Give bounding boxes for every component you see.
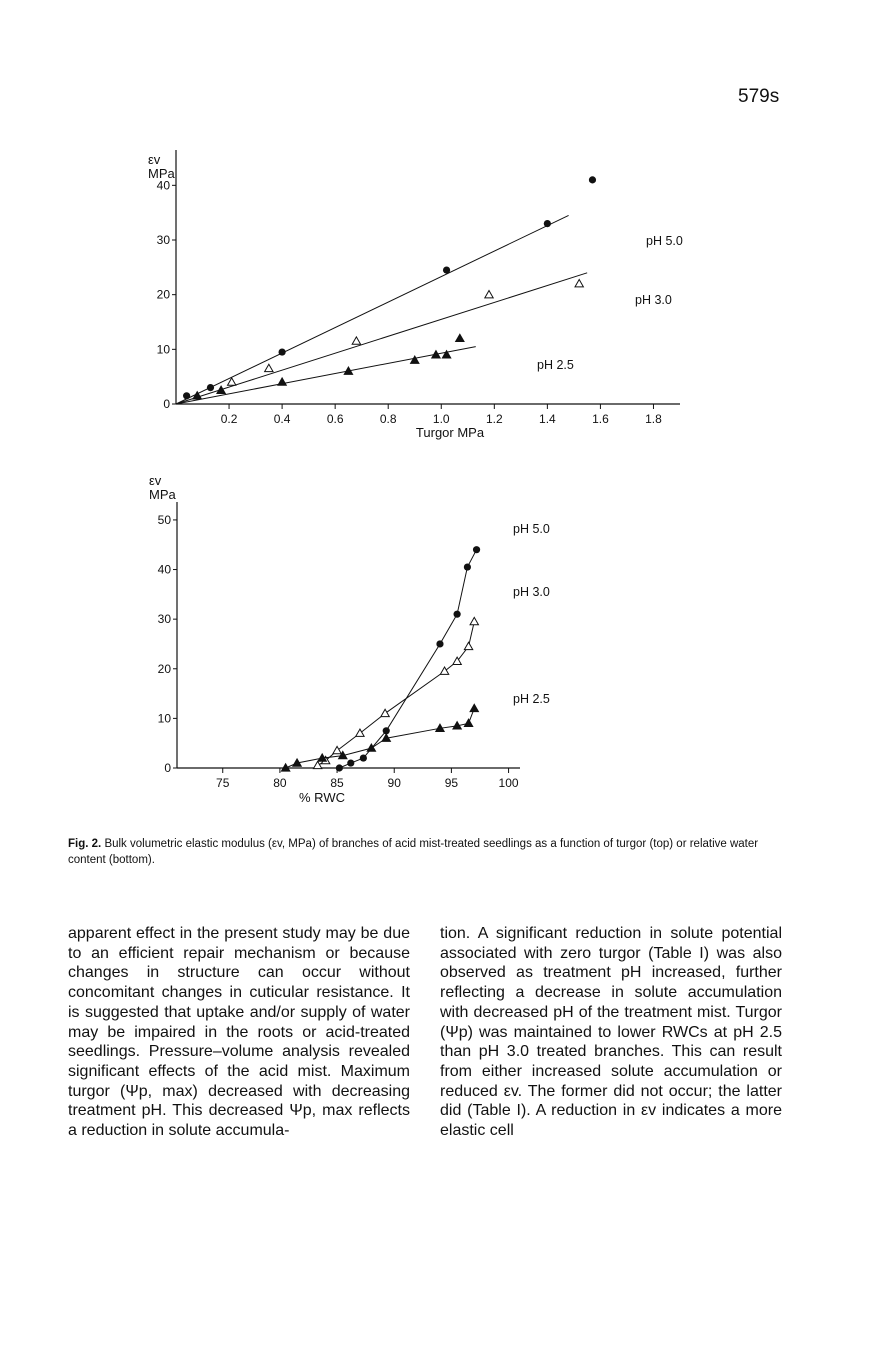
body-left-column <box>68 924 410 1141</box>
data-point-ph-3-0 <box>464 642 472 649</box>
data-point-ph-5-0 <box>360 754 367 761</box>
x-tick-label: 1.2 <box>485 412 503 426</box>
y-tick-label: 50 <box>157 512 171 527</box>
data-point-ph-5-0 <box>436 640 443 647</box>
data-point-ph-3-0 <box>333 746 341 753</box>
x-tick-label: 0.2 <box>220 412 238 426</box>
x-axis-label: % RWC <box>299 790 345 805</box>
data-point-ph-5-0 <box>464 563 471 570</box>
y-tick-label: 10 <box>156 342 170 357</box>
x-tick-label: 85 <box>330 776 344 790</box>
x-tick-label: 1.4 <box>539 412 556 426</box>
caption-text: Bulk volumetric elastic modulus (εv, MPa) of branches of acid mist-treated seedlings as a function of turgor (top) or relative water content (bottom). <box>68 838 759 866</box>
right-column-text: tion. A significant reduction in solute potential associated with zero turgor (Table I) was also observed as treatment pH increased, further reflecting a decrease in solute accumulation with decreased pH of the treatment mist. Turgor (Ψp) was maintained to lower RWCs at pH 2.5 than pH 3.0 treated branches. This can result from either increased solute accumulation or reduced εv. The former did not occur; the latter did (Table I). A reduction in εv indicates a more elastic cell <box>440 925 782 1140</box>
data-point-ph-5-0 <box>336 764 343 771</box>
page-number: 579s <box>738 86 780 107</box>
left-column-text: apparent effect in the present study may be due to an efficient repair mechanism or because changes in structure can occur without concomitant changes in cuticular resistance. It is suggested that uptake and/or supply of water may be impaired in the roots or acid-treated seedlings. Pressure–volume analysis revealed significant effects of the acid mist. Maximum turgor (Ψp, max) decreased with decreasing treatment pH. This decreased Ψp, max reflects a reduction in solute accumula- <box>68 925 410 1140</box>
y-tick-label: 40 <box>157 562 171 577</box>
y-tick-label: 10 <box>157 711 171 726</box>
x-axis-label: Turgor MPa <box>415 425 485 440</box>
y-tick-label: 20 <box>157 661 171 676</box>
data-point-ph-3-0 <box>440 667 448 674</box>
figure-caption <box>68 836 788 868</box>
series-label-ph-2-5: pH 2.5 <box>513 692 550 706</box>
x-tick-label: 0.6 <box>326 412 344 426</box>
data-point-ph-3-0 <box>356 729 364 736</box>
x-tick-label: 75 <box>216 776 230 790</box>
series-label-ph-3-0: pH 3.0 <box>635 293 672 307</box>
data-point-ph-5-0 <box>473 546 480 553</box>
data-point-ph-2-5 <box>464 719 472 726</box>
x-tick-label: 90 <box>387 776 401 790</box>
y-axis-label-symbol: εv <box>148 152 161 167</box>
x-tick-label: 100 <box>498 776 519 790</box>
series-label-ph-2-5: pH 2.5 <box>537 358 574 372</box>
y-tick-label: 40 <box>156 178 170 193</box>
data-point-ph-3-0 <box>381 709 389 716</box>
caption-label: Fig. 2. <box>68 838 102 850</box>
data-point-ph-3-0 <box>470 617 478 624</box>
series-line-ph-3-0 <box>318 622 475 766</box>
x-tick-label: 80 <box>273 776 287 790</box>
y-tick-label: 30 <box>157 612 171 627</box>
data-point-ph-5-0 <box>454 611 461 618</box>
data-point-ph-5-0 <box>347 759 354 766</box>
data-point-ph-3-0 <box>313 761 321 768</box>
y-tick-label: 0 <box>164 761 171 775</box>
x-tick-label: 95 <box>444 776 459 790</box>
body-right-column <box>440 924 782 1141</box>
y-axis-label-symbol: εv <box>149 473 162 488</box>
x-tick-label: 1.6 <box>592 412 609 426</box>
data-point-ph-2-5 <box>470 704 478 711</box>
series-label-ph-3-0: pH 3.0 <box>513 585 550 599</box>
series-label-ph-5-0: pH 5.0 <box>646 234 683 248</box>
x-tick-label: 0.8 <box>379 412 397 426</box>
y-tick-label: 20 <box>156 287 170 302</box>
y-axis-label-unit: MPa <box>148 166 175 181</box>
series-label-ph-5-0: pH 5.0 <box>513 522 550 536</box>
x-tick-label: 0.4 <box>273 412 291 426</box>
x-tick-label: 1.0 <box>432 412 450 426</box>
y-tick-label: 30 <box>156 233 170 247</box>
x-tick-label: 1.8 <box>645 412 662 426</box>
y-axis-label-unit: MPa <box>149 487 176 502</box>
y-tick-label: 0 <box>163 397 170 411</box>
